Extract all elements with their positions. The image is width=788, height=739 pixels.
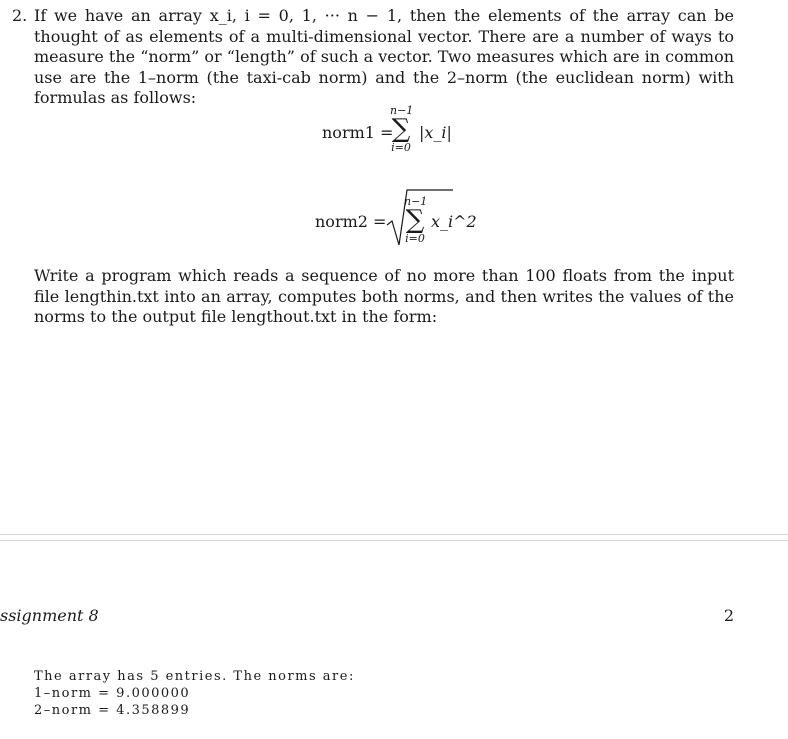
- norm2-lower-limit: i=0: [405, 232, 425, 245]
- problem-paragraph-2: [34, 266, 734, 328]
- assignment-title: ssignment 8: [0, 606, 99, 625]
- para1-text: If we have an array x_i, i = 0, 1, ··· n − 1, then the elements of the array can be thought of as elements of a multi-dimensional vector. There are a number of ways to measure the “norm” or “length” of such a vector. Two measures which are in common use are the 1–norm (the taxi-cab norm) and the 2–norm (the euclidean norm) with formulas as follows:: [34, 6, 735, 107]
- para2-text: Write a program which reads a sequence of no more than 100 floats from the input file lengthin.txt into an array, computes both norms, and then writes the values of the norms to the output file lengthout.txt in the form:: [34, 266, 734, 326]
- norm2-sum: [404, 195, 426, 245]
- output-line-1: The array has 5 entries. The norms are:: [34, 669, 355, 684]
- problem-paragraph-1: [12, 6, 735, 109]
- output-line-2: 1–norm = 9.000000: [34, 686, 191, 701]
- norm1-sum: [390, 104, 412, 154]
- sigma-icon: ∑: [391, 114, 411, 144]
- output-line-3: 2–norm = 4.358899: [34, 703, 191, 718]
- norm1-label: norm1 =: [322, 123, 394, 142]
- page-number: 2: [723, 606, 734, 625]
- norm2-label: norm2 =: [315, 212, 387, 231]
- norm1-body: |x_i|: [419, 123, 452, 142]
- sigma-icon: ∑: [405, 205, 425, 235]
- page-divider-bottom: [0, 540, 788, 541]
- norm1-upper-limit: n−1: [390, 104, 414, 117]
- norm1-lower-limit: i=0: [391, 141, 411, 154]
- norm2-upper-limit: n−1: [404, 195, 428, 208]
- page-divider-top: [0, 534, 788, 535]
- norm2-body: x_i^2: [431, 212, 477, 231]
- problem-number: 2.: [12, 6, 28, 25]
